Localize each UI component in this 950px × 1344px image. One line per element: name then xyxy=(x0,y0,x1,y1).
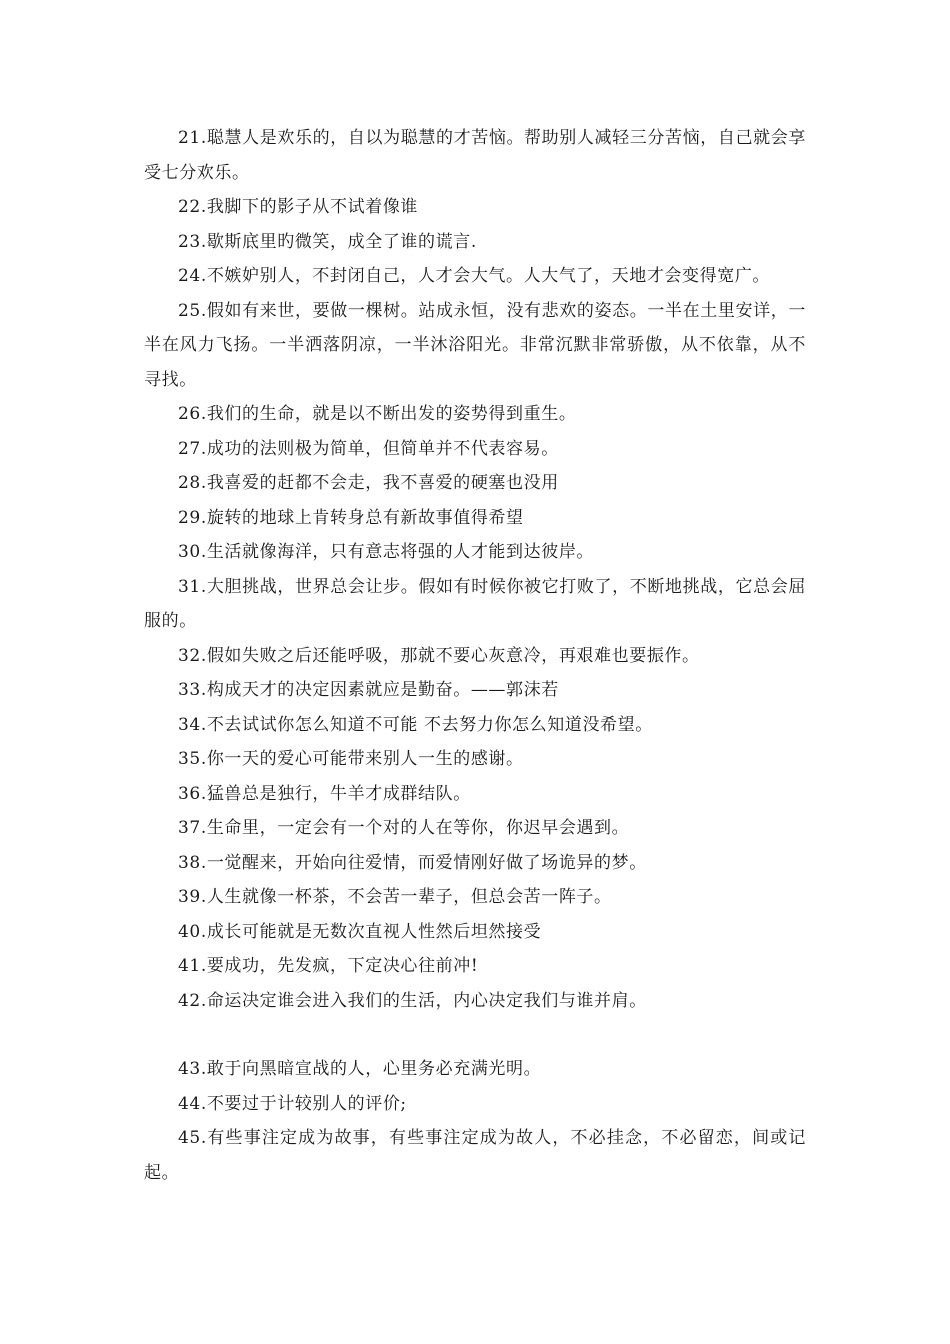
paragraph-30: 30.生活就像海洋，只有意志将强的人才能到达彼岸。 xyxy=(178,542,595,562)
paragraph-24: 24.不嫉妒别人，不封闭自己，人才会大气。人大气了，天地才会变得宽广。 xyxy=(178,266,771,286)
paragraph-41: 41.要成功，先发疯，下定决心往前冲! xyxy=(178,956,479,976)
paragraph-32: 32.假如失败之后还能呼吸，那就不要心灰意冷，再艰难也要振作。 xyxy=(178,645,700,666)
paragraph-26: 26.我们的生命，就是以不断出发的姿势得到重生。 xyxy=(178,404,577,424)
paragraph-28: 28.我喜爱的赶都不会走，我不喜爱的硬塞也没用 xyxy=(178,473,559,493)
paragraph-33: 33.构成天才的决定因素就应是勤奋。——郭沫若 xyxy=(178,680,559,700)
paragraph-31: 31.大胆挑战，世界总会让步。假如有时候你被它打败了，不断地挑战，它总会屈服的。 xyxy=(144,576,806,631)
paragraph-35: 35.你一天的爱心可能带来别人一生的感谢。 xyxy=(178,749,524,769)
paragraph-44: 44.不要过于计较别人的评价; xyxy=(178,1093,407,1114)
paragraph-38: 38.一觉醒来，开始向往爱情，而爱情刚好做了场诡异的梦。 xyxy=(178,852,647,873)
paragraph-40: 40.成长可能就是无数次直视人性然后坦然接受 xyxy=(178,921,542,942)
paragraph-27: 27.成功的法则极为简单，但简单并不代表容易。 xyxy=(178,438,559,459)
paragraph-21: 21.聪慧人是欢乐的，自以为聪慧的才苦恼。帮助别人减轻三分苦恼，自己就会享受七分欢乐。 xyxy=(144,128,806,183)
paragraph-29: 29.旋转的地球上肯转身总有新故事值得希望 xyxy=(178,507,524,528)
paragraph-36: 36.猛兽总是独行，牛羊才成群结队。 xyxy=(178,783,471,804)
paragraph-25: 25.假如有来世，要做一棵树。站成永恒，没有悲欢的姿态。一半在土里安详，一半在风力飞扬。一半洒落阴凉，一半沐浴阳光。非常沉默非常骄傲，从不依靠，从不寻找。 xyxy=(144,300,806,390)
paragraph-43: 43.敢于向黑暗宣战的人，心里务必充满光明。 xyxy=(178,1059,542,1079)
document-body xyxy=(144,121,806,1190)
paragraph-42: 42.命运决定谁会进入我们的生活，内心决定我们与谁并肩。 xyxy=(178,990,647,1011)
paragraph-45: 45.有些事注定成为故事，有些事注定成为故人，不必挂念，不必留恋，间或记起。 xyxy=(144,1128,806,1183)
blank-line xyxy=(144,1018,806,1052)
paragraph-37: 37.生命里，一定会有一个对的人在等你，你迟早会遇到。 xyxy=(178,818,630,838)
paragraph-22: 22.我脚下的影子从不试着像谁 xyxy=(178,197,419,217)
paragraph-34: 34.不去试试你怎么知道不可能 不去努力你怎么知道没希望。 xyxy=(178,714,653,735)
paragraph-39: 39.人生就像一杯茶，不会苦一辈子，但总会苦一阵子。 xyxy=(178,887,612,907)
paragraph-23: 23.歇斯底里旳微笑，成全了谁的谎言. xyxy=(178,231,477,252)
